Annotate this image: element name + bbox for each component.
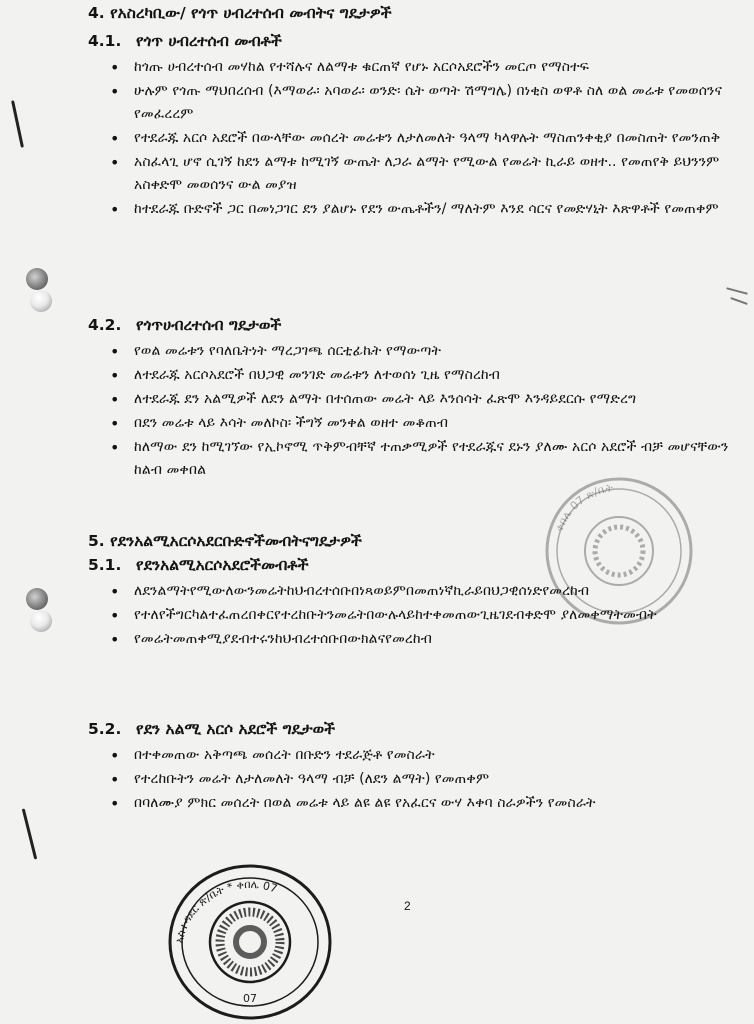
administration-stamp xyxy=(166,862,334,1022)
list-item: • አስፈላጊ ሆኖ ሲገኝ ከደን ልማቱ ከሚገኝ ውጤት ለጋራ ልማት የሚውል የመሬት ኪራይ ወዘተ.. የመጠየቅ ይህንንም አስቀድሞ መወሰንና ውል መያዝ xyxy=(108,151,736,197)
section-4-2-heading xyxy=(88,316,281,335)
stamp-text: ቀበሌ 07 ጽ/ቤት xyxy=(552,481,614,534)
list-item: • ሁሉም የጎጡ ማህበረሰብ (እማወራ፡ አባወራ፡ ወንድ፡ ሴት ወጣት ሽማግሌ) በነቂስ ወዋቶ ስለ ወል መሬቱ የመወሰንና የመፈረረም xyxy=(108,80,736,126)
section-4-2-list xyxy=(108,340,736,483)
list-item: • በደን መሬቱ ላይ እሳት መለኮስ፡ ችግኝ መንቀል ወዘተ መቆጠብ xyxy=(108,412,736,435)
section-title: የጎጥ ሀብረተሰብ መብቶች xyxy=(136,32,282,50)
edge-mark xyxy=(730,297,748,305)
list-item: • ለተደራጁ ደን አልሚዎች ለደን ልማት በተሰጠው መሬት ላይ እንሰሳት ፈጽሞ እንዳይደርሱ የማድረግ xyxy=(108,388,736,411)
page-number: 2 xyxy=(404,899,411,913)
list-item: • ከጎጡ ሀብረተሰብ መሃከል የተሻሉና ለልማቱ ቁርጠኛ የሆኑ አርሶአደሮችን መርጦ የማስተፍ xyxy=(108,56,736,79)
section-4-heading: 4. የአስረካቢው/ የጎጥ ሀብረተሰብ መብትና ግዴታዎች xyxy=(88,4,392,22)
stamp-number: 07 xyxy=(243,992,257,1005)
list-item: • ከተደራጁ ቡድኖች ጋር በመነጋገር ደን ያልሆኑ የደን ውጤቶችን/ ማለትም እንደ ሳርና የመድሃኒት እጽዋቶች የመጠቀም xyxy=(108,198,736,221)
list-item: • የተለየችግርካልተፈጠረበቀርየተረከቡትንመሬትበውሉላይከተቀመጠውጊዜገደብቀድሞ ያለመቀማትመብት xyxy=(108,604,736,627)
section-title: የጎጥሀብረተሰብ ግዴታወች xyxy=(136,316,282,334)
list-item: • ከለማው ደን ከሚገኘው የኢኮኖሚ ጥቅምብቸኛ ተጠቃሚዎች የተደራጁና ደኑን ያለሙ አርሶ አደሮች ብቻ መሆናቸውን ከልብ መቀበል xyxy=(108,436,736,482)
list-item: • የተረከቡትን መሬት ለታለመለት ዓላማ ብቻ (ለደን ልማት) የመጠቀም xyxy=(108,768,736,791)
section-5-2-list xyxy=(108,744,736,816)
punch-hole-shadow xyxy=(26,588,48,610)
list-item: • በባለሙያ ምክር መሰረት በወል መሬቱ ላይ ልዩ ልዩ የአፈርና ውሃ እቀባ ስራዎችን የመስራት xyxy=(108,792,736,815)
section-5-2-heading xyxy=(88,720,335,739)
punch-hole xyxy=(30,290,52,312)
punch-hole xyxy=(30,610,52,632)
edge-mark xyxy=(726,287,748,295)
list-item: • የመሬትመጠቀሚያደብተሩንከህብረተሰቡበውክልናየመረከብ xyxy=(108,628,736,651)
list-item: • የተደራጁ አርሶ አደሮች በውላቸው መሰረት መሬቱን ለታለመለት ዓላማ ካላዋሉት ማስጠንቀቂያ በመስጠት የመንጠቅ xyxy=(108,127,736,150)
section-number: 5.1. xyxy=(88,556,122,574)
section-4-1-heading xyxy=(88,32,282,51)
section-number: 4.1. xyxy=(88,32,122,50)
section-number: 4.2. xyxy=(88,316,122,334)
list-item: • በተቀመጠው አቅጣጫ መሰረት በቡድን ተደራጅቶ የመስራት xyxy=(108,744,736,767)
section-title: የደን አልሚ አርሶ አደሮች ግዴታወች xyxy=(136,720,336,738)
section-4-1-list xyxy=(108,56,736,222)
section-5-heading: 5. የደንአልሚአርሶአደርቡድኖችመብትናግዴታዎች xyxy=(88,532,362,550)
binding-mark xyxy=(11,100,24,148)
binding-mark xyxy=(22,808,37,859)
section-title: የደንአልሚአርሶአደሮችመብቶች xyxy=(136,556,309,574)
section-number: 5.2. xyxy=(88,720,122,738)
stamp-text: አስተዳደር ጽ/ቤት * ቀበሌ 07 xyxy=(172,877,279,945)
section-5-1-heading xyxy=(88,556,309,575)
office-stamp xyxy=(542,474,696,628)
punch-hole-shadow xyxy=(26,268,48,290)
list-item: • ለደንልማትየሚውለውንመሬትከህብረተሰቡበነጻወይምበመጠነኛኪራይበህጋዊሰነድየመረከብ xyxy=(108,580,736,603)
list-item: • የወል መሬቱን የባለቤትነት ማረጋገጫ ሰርቲፊኬት የማውጣት xyxy=(108,340,736,363)
list-item: • ለተደራጁ አርሶአደሮች በህጋዊ መንገድ መሬቱን ለተወሰነ ጊዜ የማስረከብ xyxy=(108,364,736,387)
